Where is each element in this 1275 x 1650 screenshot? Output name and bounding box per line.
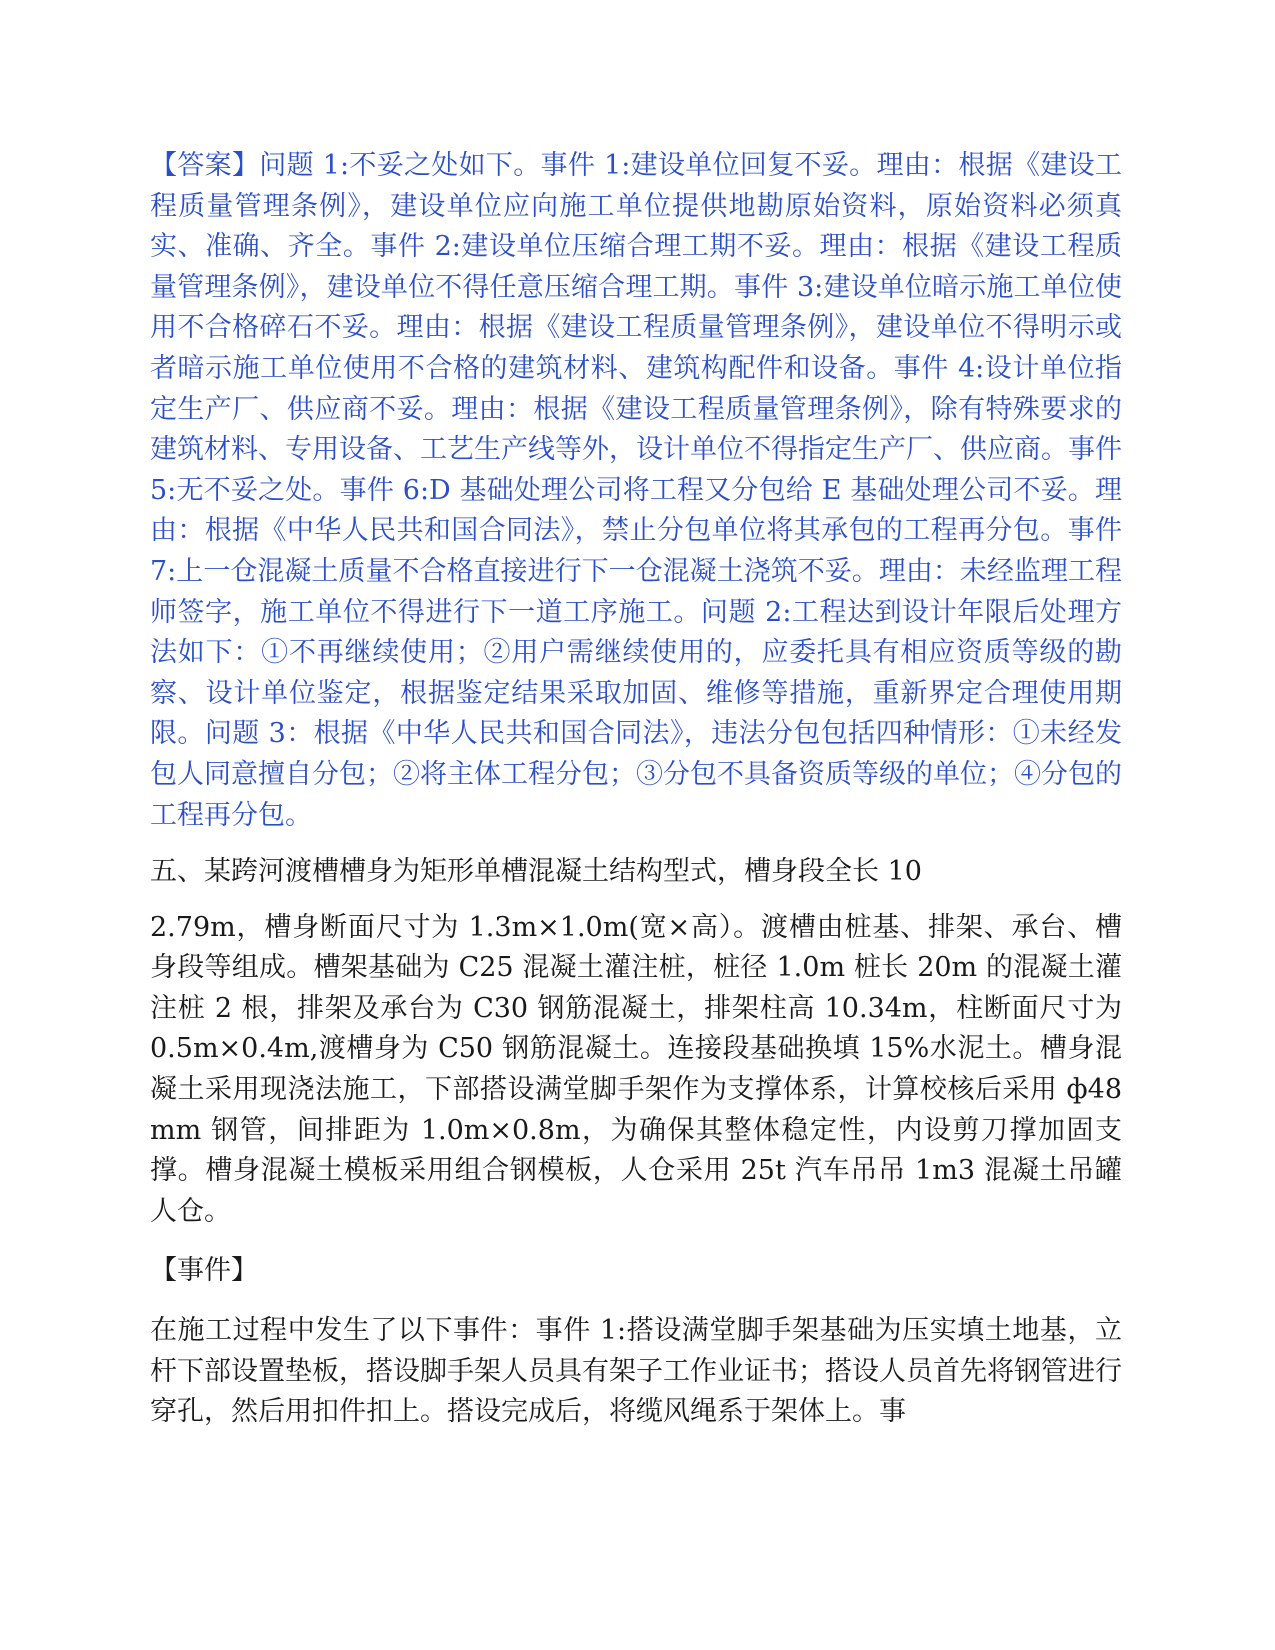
question-five-intro: 五、某跨河渡槽槽身为矩形单槽混凝土结构型式，槽身段全长 10 (150, 856, 922, 888)
page-content (150, 146, 1122, 1433)
events-heading: 【事件】 (150, 1255, 258, 1287)
events-paragraph: 在施工过程中发生了以下事件：事件 1:搭设满堂脚手架基础为压实填土地基，立杆下部设置垫板，搭设脚手架人员具有架子工作业证书；搭设人员首先将钢管进行穿孔，然后用扣件扣上。搭设完成后，将缆风绳系于架体上。事 (150, 1315, 1122, 1428)
answer-paragraph: 【答案】问题 1:不妥之处如下。事件 1:建设单位回复不妥。理由：根据《建设工程质量管理条例》，建设单位应向施工单位提供地勘原始资料，原始资料必须真实、准确、齐全。事件 2:建设单位压缩合理工期不妥。理由：根据《建设工程质量管理条例》，建设单位不得任意压缩合理工期。事件 3:建设单位暗示施工单位使用不合格碎石不妥。理由：根据《建设工程质量管理条例》，建设单位不得明示或者暗示施工单位使用不合格的建筑材料、建筑构配件和设备。事件 4:设计单位指定生产厂、供应商不妥。理由：根据《建设工程质量管理条例》，除有特殊要求的建筑材料、专用设备、工艺生产线等外，设计单位不得指定生产厂、供应商。事件 5:无不妥之处。事件 6:D 基础处理公司将工程又分包给 E 基础处理公司不妥。理由：根据《中华人民共和国合同法》，禁止分包单位将其承包的工程再分包。事件 7:上一仓混凝土质量不合格直接进行下一仓混凝土浇筑不妥。理由：未经监理工程师签字，施工单位不得进行下一道工序施工。问题 2:工程达到设计年限后处理方法如下：①不再继续使用；②用户需继续使用的，应委托具有相应资质等级的勘察、设计单位鉴定，根据鉴定结果采取加固、维修等措施，重新界定合理使用期限。问题 3：根据《中华人民共和国合同法》，违法分包包括四种情形：①未经发包人同意擅自分包；②将主体工程分包；③分包不具备资质等级的单位；④分包的工程再分包。 (150, 150, 1122, 831)
question-five-description: 2.79m，槽身断面尺寸为 1.3m×1.0m(宽×高）。渡槽由桩基、排架、承台、槽身段等组成。槽架基础为 C25 混凝土灌注桩，桩径 1.0m 桩长 20m 的混凝土灌注桩 2 根，排架及承台为 C30 钢筋混凝土，排架柱高 10.34m，柱断面尺寸为 0.5m×0.4m,渡槽身为 C50 钢筋混凝土。连接段基础换填 15%水泥土。槽身混凝土采用现浇法施工，下部搭设满堂脚手架作为支撑体系，计算校核后采用 ф48mm 钢管，间排距为 1.0m×0.8m，为确保其整体稳定性，内设剪刀撑加固支撑。槽身混凝土模板采用组合钢模板，人仓采用 25t 汽车吊吊 1m3 混凝土吊罐人仓。 (150, 911, 1122, 1227)
